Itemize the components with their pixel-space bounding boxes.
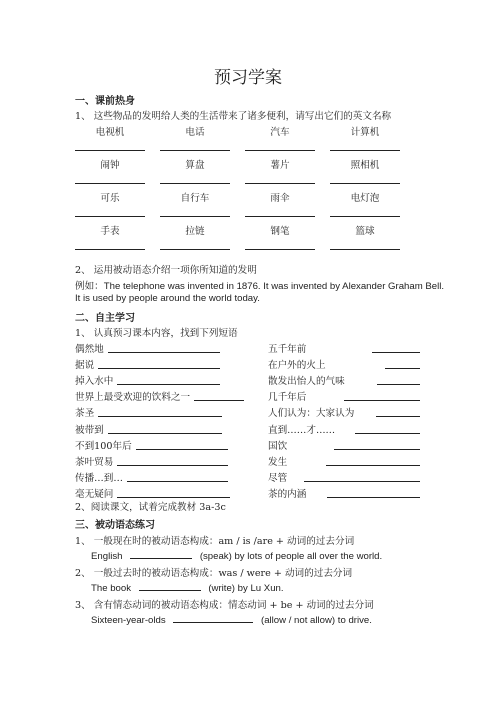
exercise-2-rest: (write) by Lu Xun.	[208, 583, 284, 594]
vocab-answer-line[interactable]	[245, 150, 315, 151]
answer-blank-1[interactable]	[130, 549, 192, 559]
vocab-item-label: 照相机	[350, 160, 380, 171]
vocab-answer-line[interactable]	[245, 216, 315, 217]
example-text-1: The telephone was invented in 1876. It was invented by Alexander Graham Bell.	[103, 281, 445, 292]
vocab-item-label: 可乐	[100, 193, 120, 204]
vocab-answer-line[interactable]	[330, 249, 400, 250]
example-line-2: It is used by people around the world today.	[75, 293, 260, 304]
example-line-1	[75, 278, 444, 292]
vocab-item-label: 雨伞	[270, 193, 290, 204]
vocab-item-label: 拉链	[185, 226, 205, 237]
vocab-item-label: 自行车	[180, 193, 210, 204]
vocab-answer-line[interactable]	[160, 249, 230, 250]
phrase-task-prompt: 1、 认真预习课本内容，找到下列短语	[75, 328, 238, 339]
vocab-item-label: 篮球	[355, 226, 375, 237]
phrase-right-label: 直到……才……	[268, 424, 336, 436]
exercise-2-subject: The book	[91, 583, 132, 594]
vocab-item-label: 手表	[100, 226, 120, 237]
exercise-2	[91, 581, 284, 594]
phrase-left-answer-line[interactable]	[98, 368, 220, 369]
vocab-item-label: 算盘	[185, 160, 205, 171]
vocab-answer-line[interactable]	[245, 183, 315, 184]
phrase-right-answer-line[interactable]	[377, 384, 420, 385]
phrase-right-label: 国饮	[268, 440, 288, 452]
exercise-1	[91, 549, 382, 562]
section-heading-passive: 三、被动语态练习	[75, 520, 155, 531]
vocab-item-label: 薯片	[270, 160, 290, 171]
phrase-right-answer-line[interactable]	[326, 465, 420, 466]
exercise-1-rest: (speak) by lots of people all over the world.	[199, 551, 383, 562]
phrase-right-label: 几千年后	[268, 392, 307, 404]
phrase-right-answer-line[interactable]	[327, 497, 420, 498]
vocab-answer-line[interactable]	[330, 150, 400, 151]
vocab-item-label: 电话	[185, 127, 205, 138]
reading-task: 2、阅读课文，试着完成教材 3a-3c	[75, 502, 226, 513]
vocab-answer-line[interactable]	[160, 216, 230, 217]
phrase-right-label: 散发出怡人的气味	[268, 376, 345, 388]
phrase-left-answer-line[interactable]	[117, 497, 230, 498]
question-2-prompt: 2、 运用被动语态介绍一项你所知道的发明	[75, 265, 257, 276]
phrase-left-label: 偶然地	[75, 344, 104, 355]
answer-blank-2[interactable]	[139, 581, 201, 591]
phrase-right-label: 在户外的火上	[268, 360, 326, 372]
phrase-left-label: 不到100年后	[75, 440, 132, 452]
vocab-answer-line[interactable]	[75, 216, 145, 217]
vocab-answer-line[interactable]	[160, 150, 230, 151]
phrase-left-answer-line[interactable]	[127, 481, 228, 482]
rule-3: 3、 含有情态动词的被动语态构成：情态动词 + be + 动词的过去分词	[75, 600, 374, 611]
phrase-right-label: 人们认为：大家认为	[268, 408, 355, 420]
phrase-left-label: 据说	[75, 360, 95, 372]
phrase-left-answer-line[interactable]	[98, 416, 222, 417]
phrase-left-answer-line[interactable]	[194, 400, 244, 401]
vocab-item-label: 钢笔	[270, 226, 290, 237]
vocab-answer-line[interactable]	[75, 150, 145, 151]
vocab-item-label: 汽车	[270, 127, 290, 138]
vocab-answer-line[interactable]	[245, 249, 315, 250]
rule-2: 2、 一般过去时的被动语态构成：was / were + 动词的过去分词	[75, 568, 353, 579]
phrase-right-answer-line[interactable]	[355, 433, 420, 434]
vocab-item-label: 电视机	[95, 127, 125, 138]
phrase-left-answer-line[interactable]	[108, 433, 222, 434]
phrase-left-answer-line[interactable]	[108, 352, 220, 353]
vocab-item-label: 闹钟	[100, 160, 120, 171]
phrase-right-label: 发生	[268, 456, 288, 468]
phrase-right-answer-line[interactable]	[304, 481, 420, 482]
rule-1: 1、 一般现在时的被动语态构成：am / is /are + 动词的过去分词	[75, 536, 355, 547]
phrase-right-answer-line[interactable]	[334, 449, 420, 450]
vocab-answer-line[interactable]	[160, 183, 230, 184]
phrase-left-answer-line[interactable]	[136, 449, 228, 450]
phrase-left-label: 掉入水中	[75, 376, 114, 388]
example-label: 例如：	[75, 281, 104, 292]
phrase-left-label: 传播…到…	[75, 472, 123, 484]
vocab-item-label: 电灯泡	[350, 193, 380, 204]
vocab-answer-line[interactable]	[330, 216, 400, 217]
exercise-1-subject: English	[91, 551, 123, 562]
answer-blank-3[interactable]	[173, 613, 253, 623]
phrase-left-label: 茶圣	[75, 408, 95, 420]
phrase-left-label: 茶叶贸易	[75, 456, 114, 468]
phrase-right-answer-line[interactable]	[385, 368, 420, 369]
phrase-left-label: 被带到	[75, 424, 104, 436]
vocab-answer-line[interactable]	[75, 249, 145, 250]
page-title: 预习学案	[214, 68, 282, 88]
question-1-prompt: 1、 这些物品的发明给人类的生活带来了诸多便利，请写出它们的英文名称	[75, 111, 392, 122]
exercise-3-subject: Sixteen-year-olds	[91, 615, 166, 626]
phrase-left-label: 世界上最受欢迎的饮料之一	[75, 392, 191, 404]
phrase-right-label: 茶的内涵	[268, 488, 307, 500]
vocab-item-label: 计算机	[350, 127, 380, 138]
phrase-right-answer-line[interactable]	[376, 416, 420, 417]
vocab-answer-line[interactable]	[75, 183, 145, 184]
exercise-3	[91, 613, 372, 626]
phrase-right-label: 五千年前	[268, 344, 307, 355]
section-heading-self-study: 二、自主学习	[75, 313, 135, 324]
phrase-right-answer-line[interactable]	[344, 400, 420, 401]
phrase-left-label: 毫无疑问	[75, 488, 114, 500]
phrase-right-label: 尽管	[268, 472, 288, 484]
phrase-left-answer-line[interactable]	[117, 384, 220, 385]
phrase-right-answer-line[interactable]	[372, 352, 420, 353]
phrase-left-answer-line[interactable]	[117, 465, 228, 466]
vocab-answer-line[interactable]	[330, 183, 400, 184]
section-heading-warmup: 一、课前热身	[75, 96, 135, 107]
exercise-3-rest: (allow / not allow) to drive.	[261, 615, 372, 626]
